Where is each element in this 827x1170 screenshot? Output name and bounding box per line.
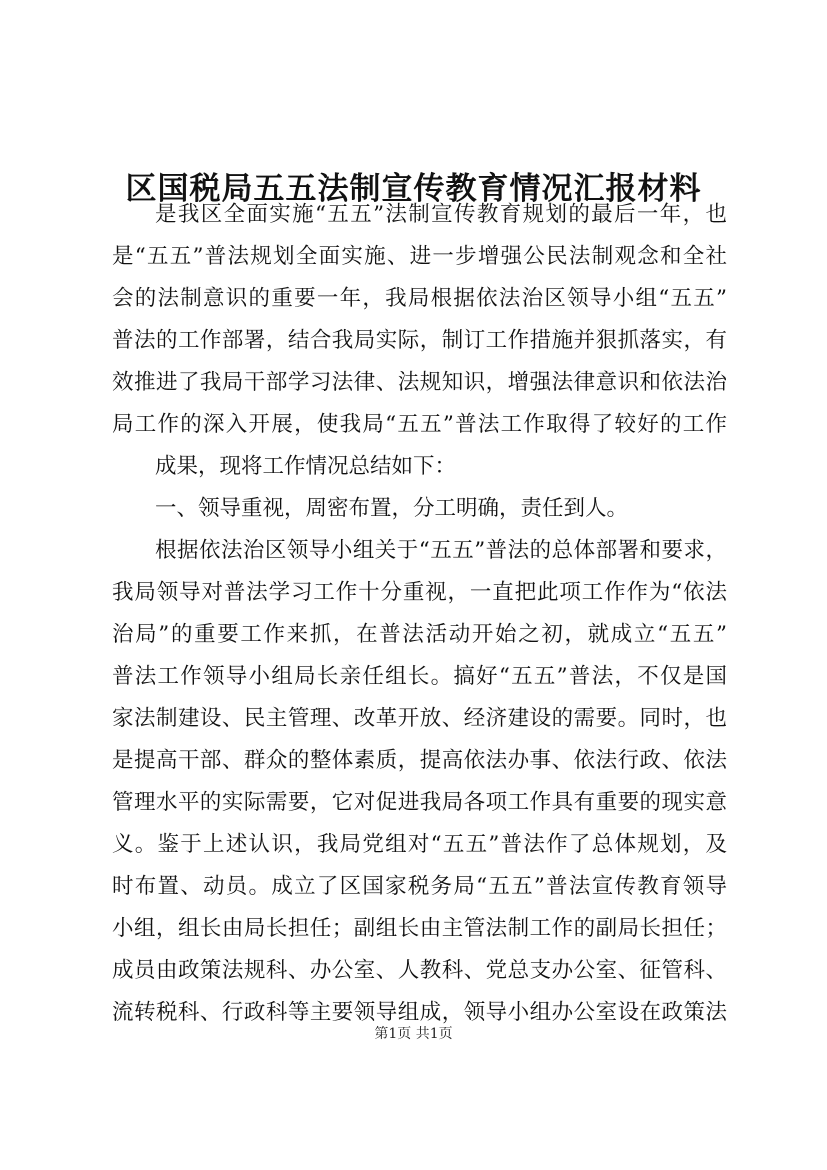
body-line: 效推进了我局干部学习法律、法规知识，增强法律意识和依法治 xyxy=(112,370,727,395)
body-line: 普法的工作部署，结合我局实际，制订工作措施并狠抓落实，有 xyxy=(112,328,727,353)
page-footer: 第1页 共1页 xyxy=(374,1026,453,1042)
body-line: 治局”的重要工作来抓，在普法活动开始之初，就成立“五五” xyxy=(112,622,727,647)
document-body xyxy=(112,194,727,1034)
body-line: 一、领导重视，周密布置，分工明确，责任到人。 xyxy=(155,496,629,521)
body-line: 义。鉴于上述认识，我局党组对“五五”普法作了总体规划，及 xyxy=(112,832,727,857)
body-line: 流转税科、行政科等主要领导组成，领导小组办公室设在政策法 xyxy=(112,1000,727,1025)
document-title: 区国税局五五法制宣传教育情况汇报材料 xyxy=(125,170,702,207)
body-line: 会的法制意识的重要一年，我局根据依法治区领导小组“五五” xyxy=(112,286,727,311)
body-line: 成果，现将工作情况总结如下： xyxy=(155,454,457,479)
body-line: 是我区全面实施“五五”法制宣传教育规划的最后一年，也 xyxy=(155,202,727,227)
body-line: 我局领导对普法学习工作十分重视，一直把此项工作作为“依法 xyxy=(112,580,727,605)
body-line: 小组，组长由局长担任；副组长由主管法制工作的副局长担任； xyxy=(112,916,727,941)
body-line: 是“五五”普法规划全面实施、进一步增强公民法制观念和全社 xyxy=(112,244,727,269)
body-line: 家法制建设、民主管理、改革开放、经济建设的需要。同时，也 xyxy=(112,706,727,731)
body-line: 是提高干部、群众的整体素质，提高依法办事、依法行政、依法 xyxy=(112,748,727,773)
body-line: 管理水平的实际需要，它对促进我局各项工作具有重要的现实意 xyxy=(112,790,727,815)
body-line: 普法工作领导小组局长亲任组长。搞好“五五”普法，不仅是国 xyxy=(112,664,727,689)
body-line: 根据依法治区领导小组关于“五五”普法的总体部署和要求， xyxy=(155,538,727,563)
body-line: 成员由政策法规科、办公室、人教科、党总支办公室、征管科、 xyxy=(112,958,727,983)
body-line: 时布置、动员。成立了区国家税务局“五五”普法宣传教育领导 xyxy=(112,874,727,899)
body-line: 局工作的深入开展，使我局“五五”普法工作取得了较好的工作 xyxy=(112,412,727,437)
